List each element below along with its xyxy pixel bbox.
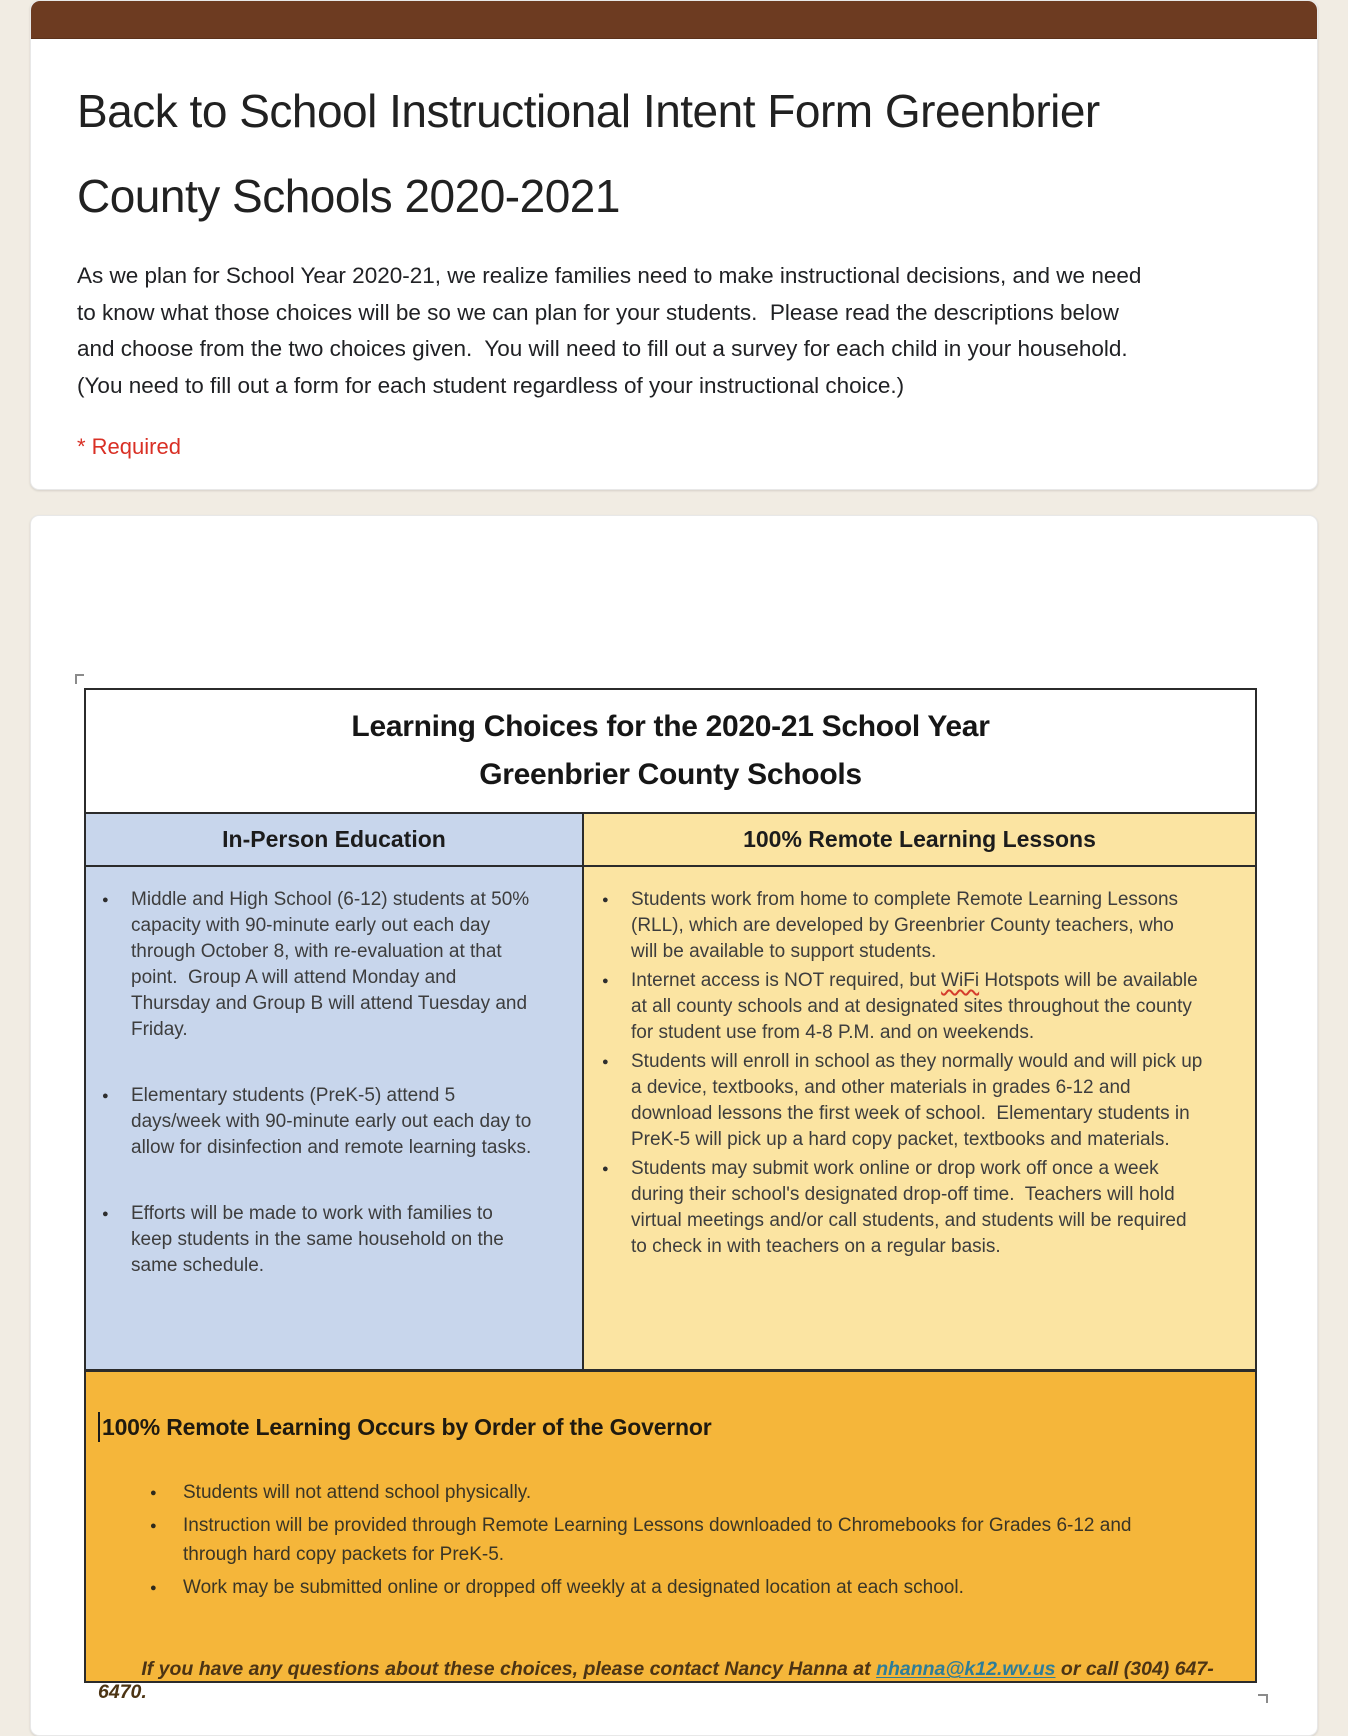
- remote-learning-header: 100% Remote Learning Lessons: [584, 814, 1255, 867]
- in-person-body: [86, 867, 582, 1369]
- bullet-item: ● Students may submit work online or drop work off once a week during their school's designated drop-off time. Teachers will hold virtual meetings and/or call students, and students will be required to check in with teachers on a regular basis.: [631, 1156, 1203, 1260]
- form-description: As we plan for School Year 2020-21, we realize families need to make instructional decisions, and we need to know what those choices will be so we can plan for your students. Please read the descriptions below and choose from the two choices given. You will need to fill out a survey for each child in your household. (You need to fill out a form for each student regardless of your instructional choice.): [77, 263, 1148, 398]
- bullet-item: ● Instruction will be provided through Remote Learning Lessons downloaded to Chromebooks for Grades 6-12 and through hard copy packets for PreK-5.: [183, 1511, 1193, 1569]
- image-crop-mark-bottom-right: [1258, 1694, 1268, 1703]
- bullet-item: ● Students work from home to complete Remote Learning Lessons (RLL), which are developed by Greenbrier County teachers, who will be available to support students.: [631, 887, 1203, 965]
- table-title-line2: Greenbrier County Schools: [479, 758, 862, 791]
- bullet-item: ● Elementary students (PreK-5) attend 5 days/week with 90-minute early out each day to allow for disinfection and remote learning tasks.: [131, 1083, 534, 1161]
- column-remote-learning: [584, 814, 1255, 1369]
- bullet-item: ● Work may be submitted online or dropped off weekly at a designated location at each school.: [183, 1573, 1193, 1602]
- form-title: Back to School Instructional Intent Form Greenbrier County Schools 2020-2021: [77, 85, 1100, 222]
- table-title: [86, 690, 1255, 812]
- contact-email-link[interactable]: nhanna@k12.wv.us: [876, 1658, 1056, 1680]
- remote-learning-bullet-list: [631, 887, 1208, 1260]
- remote-learning-body: [584, 867, 1255, 1369]
- governor-section-heading: [98, 1412, 1225, 1442]
- bullet-item: [631, 968, 1203, 1046]
- form-accent-bar: [31, 1, 1317, 39]
- governor-order-section: [86, 1369, 1255, 1703]
- governor-heading-text: 100% Remote Learning Occurs by Order of the Governor: [102, 1413, 712, 1440]
- in-person-bullet-list: [131, 887, 537, 1279]
- image-crop-mark-top-left: [75, 674, 84, 684]
- bullet-item: ● Students will enroll in school as they normally would and will pick up a device, textbooks, and other materials in grades 6-12 and download lessons the first week of school. Elementary students in PreK-5 will pick up a hard copy packet, textbooks and materials.: [631, 1049, 1203, 1153]
- bullet-text: Hotspots will be available at all county schools and at designated sites throughout the county for student use from 4-8 P.M. and on weekends.: [631, 970, 1204, 1043]
- learning-choices-image: [84, 688, 1257, 1703]
- bullet-text: Internet access is NOT required, but: [631, 970, 942, 991]
- in-person-header: In-Person Education: [86, 814, 582, 867]
- text-cursor-artifact: [98, 1412, 100, 1442]
- required-note: * Required: [77, 434, 181, 459]
- table-columns: [86, 812, 1255, 1369]
- contact-footer-suffix: or call (304) 647-6470.: [98, 1658, 1214, 1703]
- bullet-item: ● Efforts will be made to work with families to keep students in the same household on the same schedule.: [131, 1201, 534, 1279]
- bullet-item: ● Middle and High School (6-12) students at 50% capacity with 90-minute early out each day through October 8, with re-evaluation at that point. Group A will attend Monday and Thursday and Group B will attend Tuesday and Friday.: [131, 887, 534, 1043]
- question-card: [30, 515, 1318, 1736]
- table-title-line1: Learning Choices for the 2020-21 School Year: [351, 710, 990, 743]
- column-in-person: [86, 814, 584, 1369]
- governor-bullet-list: [183, 1478, 1225, 1602]
- contact-footer-prefix: If you have any questions about these choices, please contact Nancy Hanna at: [141, 1658, 877, 1680]
- form-header-card: [30, 0, 1318, 490]
- contact-footer: [98, 1635, 1225, 1727]
- bullet-item: ● Students will not attend school physically.: [183, 1478, 1193, 1507]
- spellcheck-squiggle: WiFi: [941, 970, 980, 991]
